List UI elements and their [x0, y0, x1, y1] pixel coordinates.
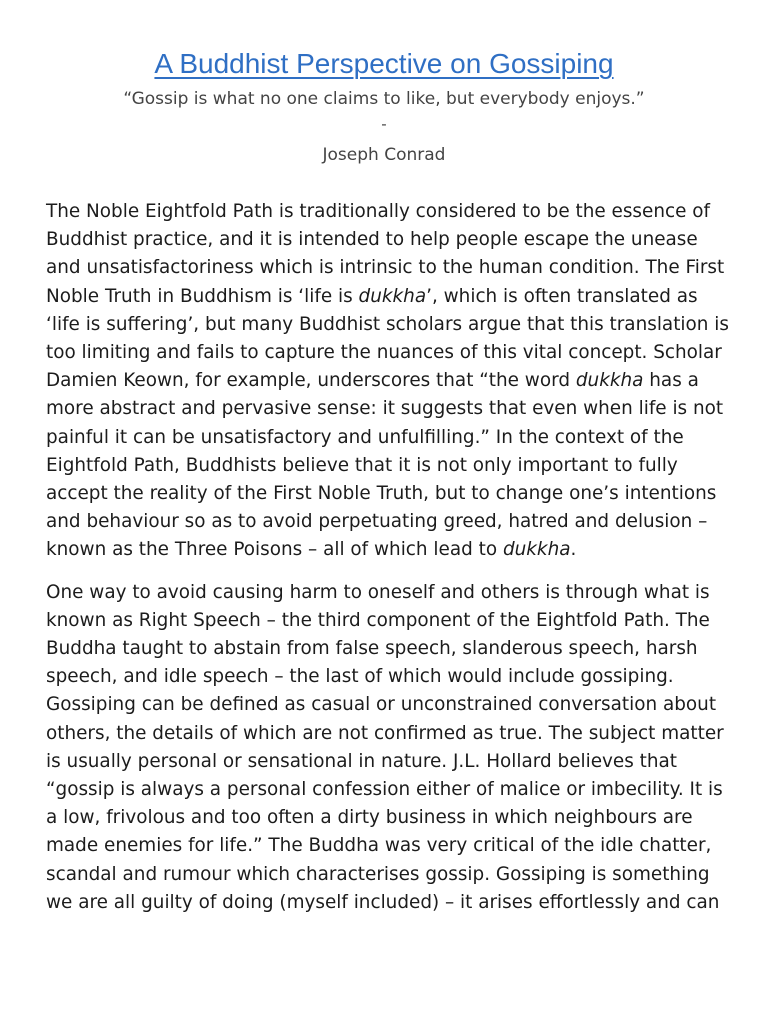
article-body [46, 198, 736, 931]
text-line: Damien Keown, for example, underscores that “the word dukkha has a [46, 370, 699, 392]
text-line: scandal and rumour which characterises gossip. Gossiping is something [46, 863, 710, 885]
text-line: accept the reality of the First Noble Truth, but to change one’s intentions [46, 483, 717, 505]
text-line: too limiting and fails to capture the nuances of this vital concept. Scholar [46, 342, 722, 364]
text-line: One way to avoid causing harm to oneself and others is through what is [46, 581, 710, 603]
epigraph-author: Joseph Conrad [322, 145, 446, 165]
text-line: a low, frivolous and too often a dirty business in which neighbours are [46, 807, 693, 829]
text-line: we are all guilty of doing (myself included) – it arises effortlessly and can [46, 891, 720, 913]
text-line: others, the details of which are not confirmed as true. The subject matter [46, 722, 724, 744]
text-line: and behaviour so as to avoid perpetuating greed, hatred and delusion – [46, 511, 708, 533]
body-paragraph [46, 198, 736, 565]
text-line: Gossiping can be defined as casual or unconstrained conversation about [46, 694, 717, 716]
text-line: Buddhist practice, and it is intended to help people escape the unease [46, 229, 698, 251]
text-line: painful it can be unsatisfactory and unfulfilling.” In the context of the [46, 426, 684, 448]
italic-term: dukkha [502, 539, 571, 561]
text-line: ‘life is suffering’, but many Buddhist scholars argue that this translation is [46, 313, 729, 335]
epigraph-dash: - [381, 115, 387, 133]
text-line: Noble Truth in Buddhism is ‘life is dukkha’, which is often translated as [46, 285, 698, 307]
text-line: Eightfold Path, Buddhists believe that it is not only important to fully [46, 454, 678, 476]
text-line: is usually personal or sensational in nature. J.L. Hollard believes that [46, 750, 678, 772]
text-line: made enemies for life.” The Buddha was very critical of the idle chatter, [46, 835, 712, 857]
text-line: “gossip is always a personal confession either of malice or imbecility. It is [46, 779, 723, 801]
text-line: known as the Three Poisons – all of which lead to dukkha. [46, 539, 577, 561]
text-line: known as Right Speech – the third component of the Eightfold Path. The [46, 609, 710, 631]
body-paragraph [46, 579, 736, 917]
epigraph-quote: “Gossip is what no one claims to like, but everybody enjoys.” [123, 89, 645, 109]
text-line: and unsatisfactoriness which is intrinsic to the human condition. The First [46, 257, 725, 279]
italic-term: dukkha [358, 285, 427, 307]
text-line: Buddha taught to abstain from false speech, slanderous speech, harsh [46, 638, 698, 660]
text-line: The Noble Eightfold Path is traditionally considered to be the essence of [46, 201, 710, 222]
italic-term: dukkha [575, 370, 644, 392]
page-title-link[interactable]: A Buddhist Perspective on Gossiping [154, 48, 614, 79]
text-line: more abstract and pervasive sense: it suggests that even when life is not [46, 398, 724, 420]
text-line: speech, and idle speech – the last of which would include gossiping. [46, 666, 674, 688]
